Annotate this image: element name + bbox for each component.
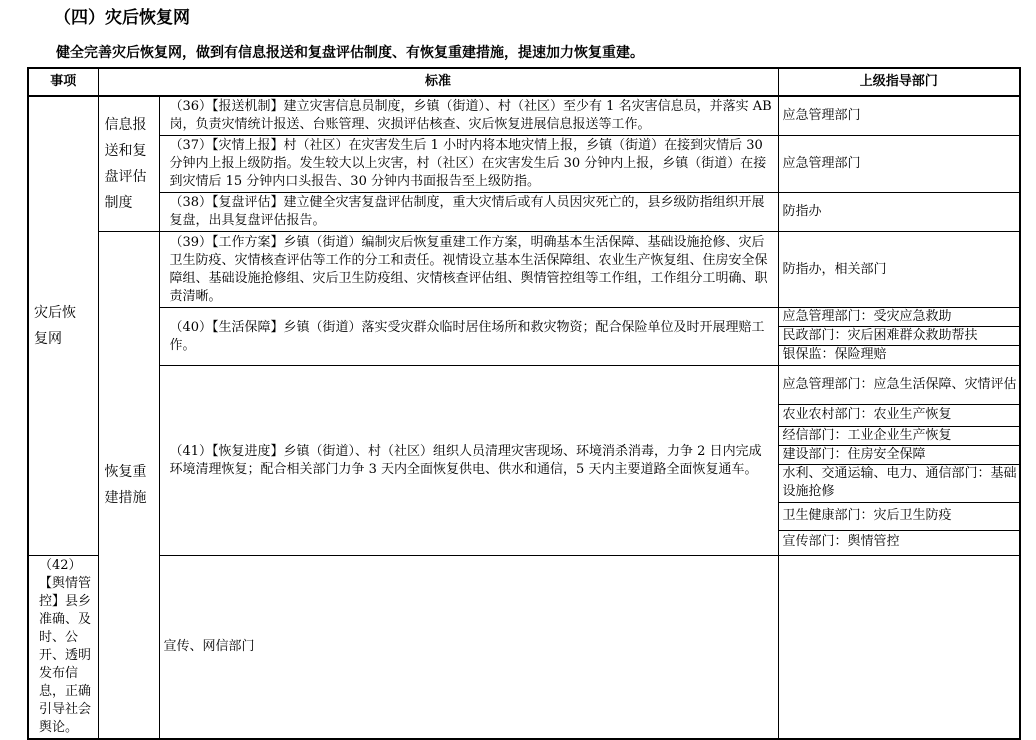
subitem-label: 信息报 送和复 盘评估 制度	[104, 117, 147, 211]
table-row	[28, 556, 1020, 740]
header-standard: 标准	[98, 68, 778, 96]
standard-cell: （39）【工作方案】乡镇（街道）编制灾后恢复重建工作方案，明确基本生活保障、基础设施抢修、灾后卫生防疫、灾情核查评估等工作的分工和责任。视情设立基本生活保障组、农业生产恢复组、住房安全保障组、基础设施抢修组、灾后卫生防疫组、灾情核查评估组、舆情管控组等工作组，工作组分工明确、职责清晰。	[159, 232, 778, 308]
dept-list-cell	[778, 366, 1020, 556]
standard-cell: （40）【生活保障】乡镇（街道）落实受灾群众临时居住场所和救灾物资；配合保险单位及时开展理赔工作。	[159, 308, 778, 366]
dept-entry: 应急管理部门：应急生活保障、灾情评估	[779, 366, 1020, 404]
subitem-cell	[98, 232, 159, 740]
dept-entry: 应急管理部门：受灾应急救助	[779, 308, 1020, 327]
table-row	[28, 96, 1020, 136]
table-header-row	[28, 68, 1020, 96]
header-dept: 上级指导部门	[778, 68, 1020, 96]
table-row	[28, 232, 1020, 308]
dept-entry: 水利、交通运输、电力、通信部门：基础设施抢修	[779, 464, 1020, 502]
standard-cell: （36）【报送机制】建立灾害信息员制度，乡镇（街道）、村（社区）至少有 1 名灾害信息员，并落实 AB 岗，负责灾情统计报送、台账管理、灾损评估核查、灾后恢复进展信息报送等工作。	[159, 96, 778, 136]
dept-entry: 农业农村部门：农业生产恢复	[779, 404, 1020, 426]
dept-cell: 防指办	[778, 193, 1020, 232]
subitem-cell	[98, 96, 159, 232]
dept-cell: 应急管理部门	[778, 136, 1020, 193]
section-heading: （四）灾后恢复网	[54, 8, 190, 28]
item-cell	[28, 96, 98, 556]
header-item: 事项	[28, 68, 98, 96]
dept-cell: 宣传、网信部门	[159, 556, 778, 740]
table-row	[28, 136, 1020, 193]
dept-entry: 银保监：保险理赔	[782, 347, 887, 363]
item-label: 灾后恢 复网	[34, 305, 76, 347]
dept-entry: 卫生健康部门：灾后卫生防疫	[779, 502, 1020, 530]
dept-entry: 经信部门：工业企业生产恢复	[779, 426, 1020, 445]
dept-entry: 建设部门：住房安全保障	[779, 445, 1020, 464]
dept-entry: 民政部门：灾后困难群众救助帮扶	[779, 327, 1020, 346]
section-intro: 健全完善灾后恢复网，做到有信息报送和复盘评估制度、有恢复重建措施，提速加力恢复重建。	[56, 45, 644, 61]
standard-cell: （37）【灾情上报】村（社区）在灾害发生后 1 小时内将本地灾情上报，乡镇（街道）在接到灾情后 30 分钟内上报上级防指。发生较大以上灾害，村（社区）在灾害发生后 30 分钟内上报，乡镇（街道）在接到灾情后 15 分钟内口头报告、30 分钟内书面报告至上级防指。	[159, 136, 778, 193]
table-row	[28, 308, 1020, 366]
subitem-label: 恢复重 建措施	[104, 464, 147, 506]
standard-cell: （41）【恢复进度】乡镇（街道）、村（社区）组织人员清理灾害现场、环境消杀消毒，力争 2 日内完成环境清理恢复；配合相关部门力争 3 天内全面恢复供电、供水和通信，5 天内主要道路全面恢复通车。	[159, 366, 778, 556]
dept-list-cell	[778, 308, 1020, 366]
dept-cell: 应急管理部门	[778, 96, 1020, 136]
table-row	[28, 366, 1020, 556]
standards-table	[27, 67, 1021, 740]
dept-cell: 防指办，相关部门	[778, 232, 1020, 308]
dept-entry: 宣传部门：舆情管控	[782, 534, 900, 550]
standard-cell: （42）【舆情管控】县乡准确、及时、公开、透明发布信息，正确引导社会舆论。	[28, 556, 98, 740]
table-row	[28, 193, 1020, 232]
standard-cell: （38）【复盘评估】建立健全灾害复盘评估制度，重大灾情后或有人员因灾死亡的，县乡级防指组织开展复盘，出具复盘评估报告。	[159, 193, 778, 232]
